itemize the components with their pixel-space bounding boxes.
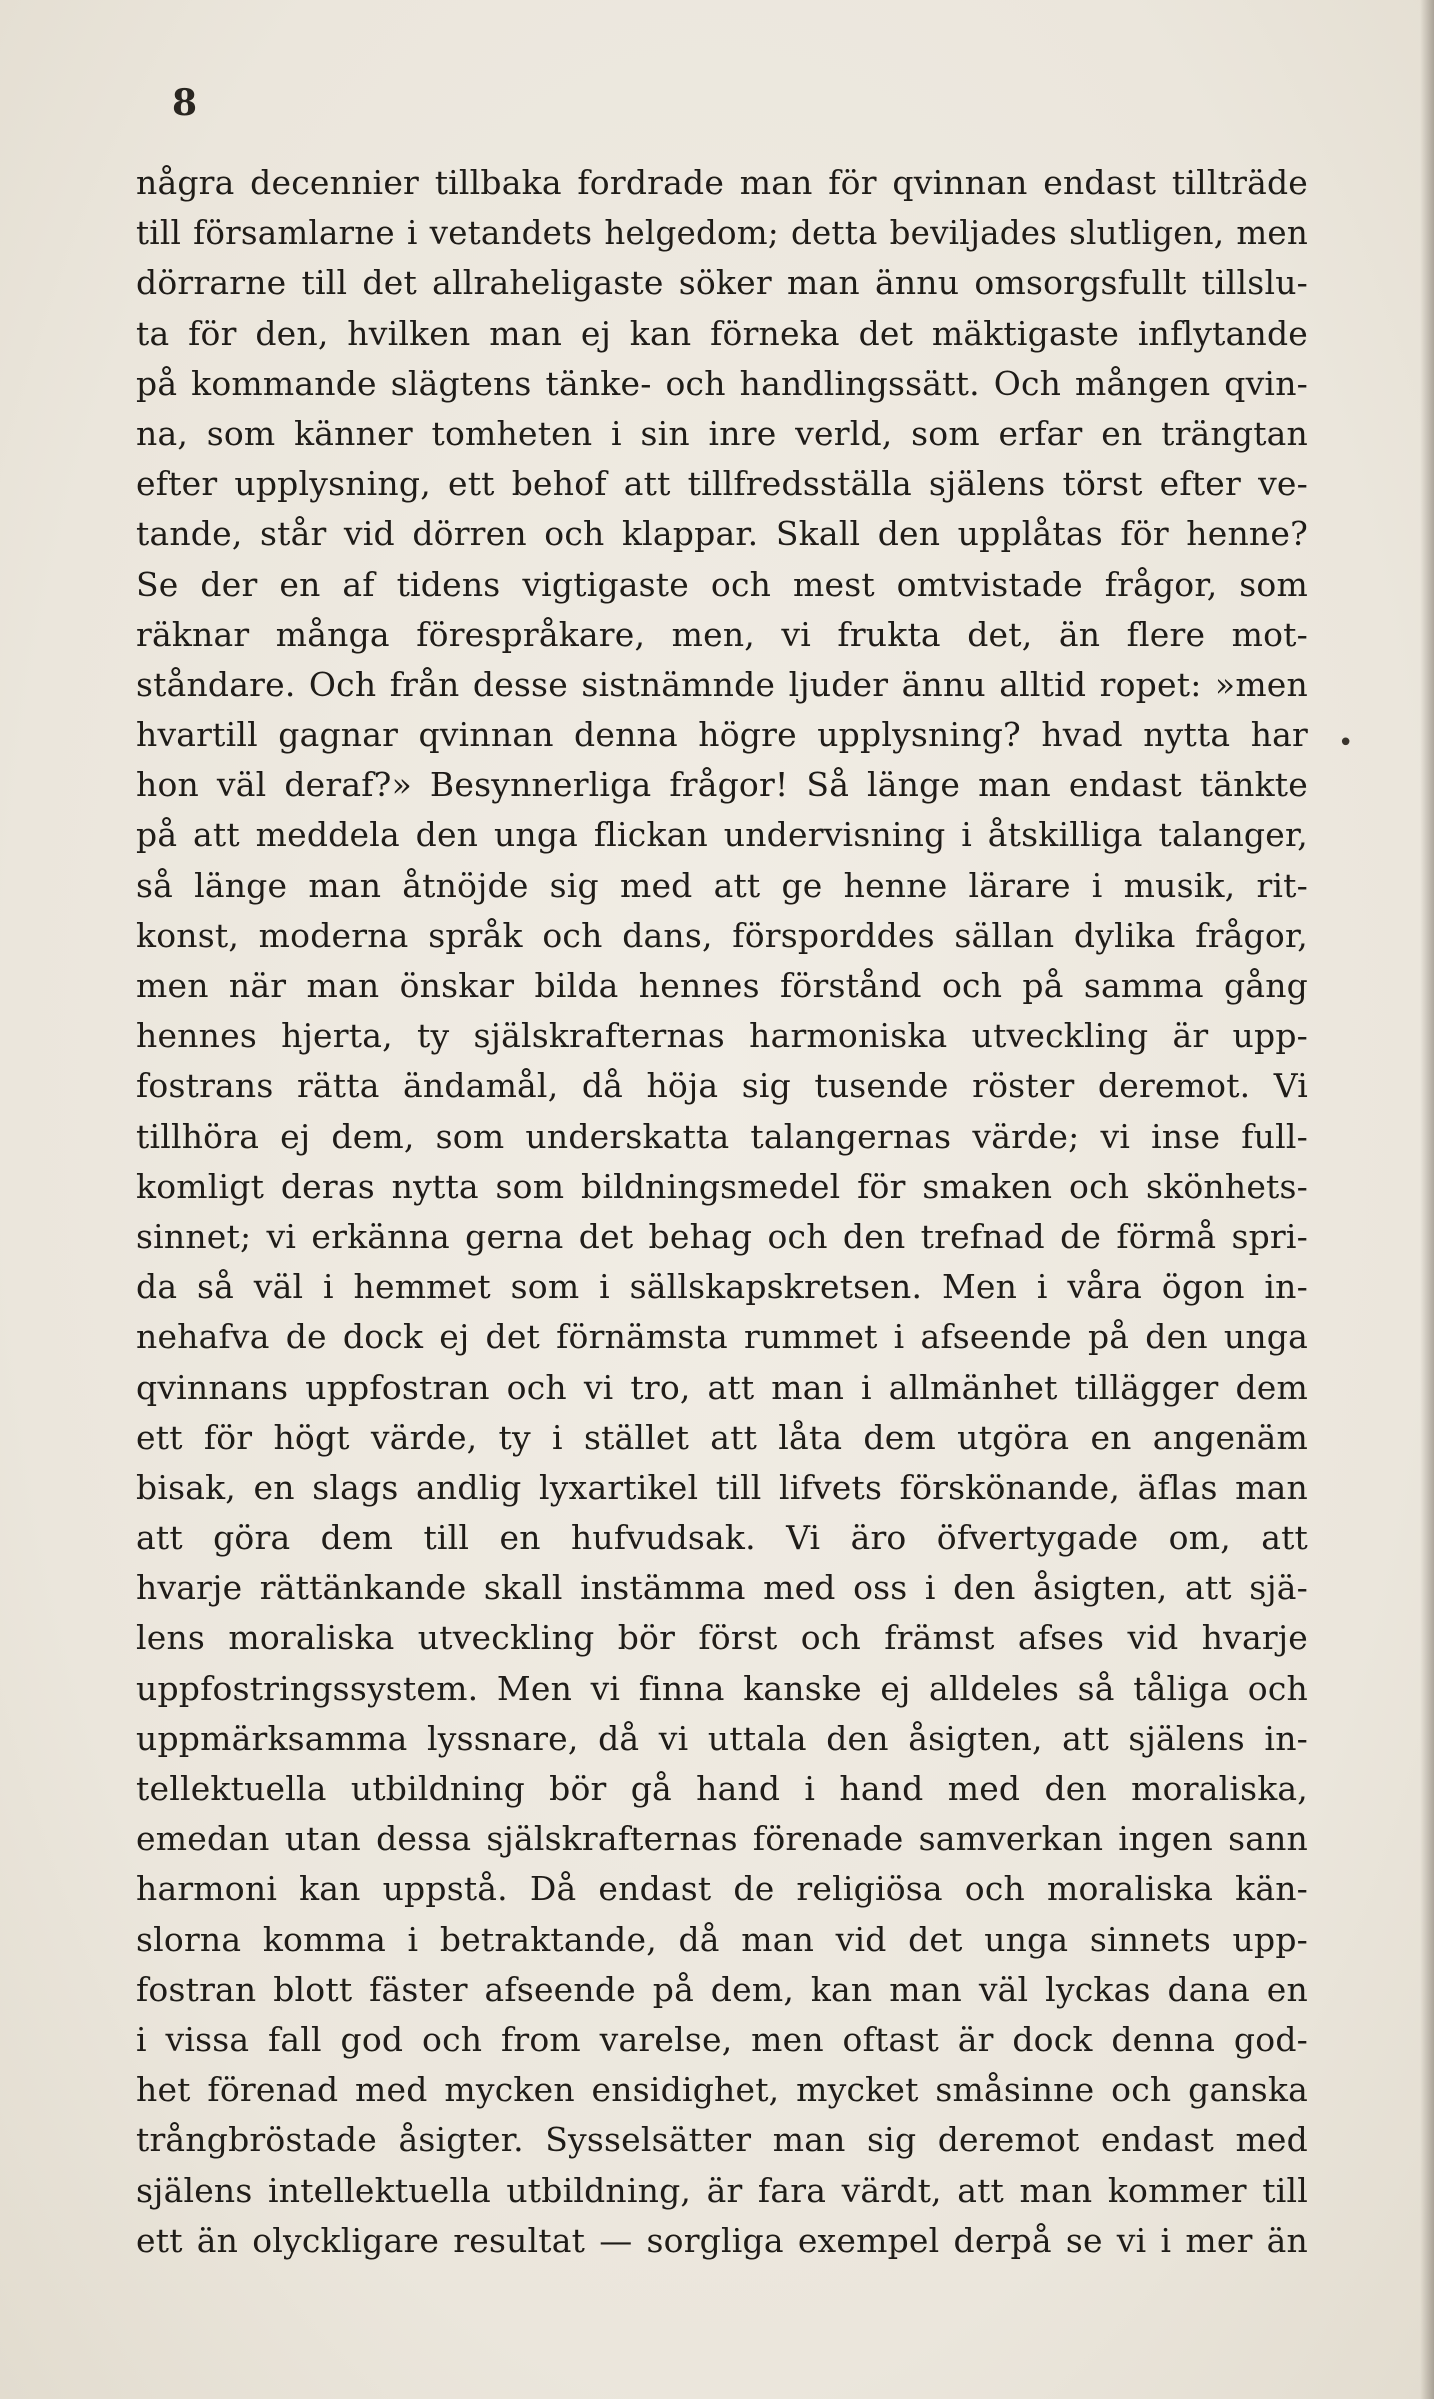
margin-mark: • — [1338, 728, 1354, 758]
text-line: hon väl deraf?» Besynnerliga frågor! Så länge man endast tänkte — [136, 765, 1308, 805]
text-line: men när man önskar bilda hennes förstånd och på samma gång — [136, 966, 1308, 1005]
text-line: emedan utan dessa själskrafternas förenade samverkan ingen sann — [136, 1819, 1308, 1859]
text-line: uppfostringssystem. Men vi finna kanske ej alldeles så tåliga och — [136, 1668, 1308, 1708]
text-line: själens intellektuella utbildning, är fara värdt, att man kommer till — [136, 2170, 1308, 2210]
text-line: bisak, en slags andlig lyxartikel till lifvets förskönande, äflas man — [136, 1467, 1308, 1507]
text-line: efter upplysning, ett behof att tillfredsställa själens törst efter ve- — [136, 464, 1308, 504]
text-line: ett än olyckligare resultat — sorgliga exempel derpå se vi i mer än — [136, 2220, 1308, 2260]
text-line: hvarje rättänkande skall instämma med oss i den åsigten, att sjä- — [136, 1568, 1308, 1608]
text-line: da så väl i hemmet som i sällskapskretsen. Men i våra ögon in- — [136, 1267, 1308, 1307]
text-line: uppmärksamma lyssnare, då vi uttala den åsigten, att själens in- — [136, 1718, 1308, 1758]
text-line: sinnet; vi erkänna gerna det behag och den trefnad de förmå spri- — [136, 1216, 1308, 1256]
text-line: lens moraliska utveckling bör först och främst afses vid hvarje — [136, 1618, 1308, 1658]
text-line: qvinnans uppfostran och vi tro, att man i allmänhet tillägger dem — [136, 1367, 1308, 1407]
page-number: 8 — [172, 82, 199, 124]
text-line: hvartill gagnar qvinnan denna högre upplysning? hvad nytta har — [136, 715, 1308, 755]
page-edge-shadow — [1420, 0, 1434, 2399]
text-line: tillhöra ej dem, som underskatta talangernas värde; vi inse full- — [136, 1116, 1308, 1156]
text-line: i vissa fall god och from varelse, men oftast är dock denna god- — [136, 2019, 1308, 2059]
text-line: tande, står vid dörren och klappar. Skall den upplåtas för henne? — [136, 514, 1308, 554]
text-line: räknar många förespråkare, men, vi frukta det, än flere mot- — [136, 614, 1308, 654]
text-line: ta för den, hvilken man ej kan förneka det mäktigaste inflytande — [136, 313, 1308, 353]
text-line: komligt deras nytta som bildningsmedel för smaken och skönhets- — [136, 1166, 1308, 1206]
text-line: fostran blott fäster afseende på dem, kan man väl lyckas dana en — [136, 1969, 1308, 2009]
text-line: ett för högt värde, ty i stället att låta dem utgöra en angenäm — [136, 1417, 1308, 1457]
text-line: het förenad med mycken ensidighet, mycket småsinne och ganska — [136, 2070, 1308, 2110]
text-line: Se der en af tidens vigtigaste och mest omtvistade frågor, som — [136, 564, 1308, 604]
text-line: ståndare. Och från desse sistnämnde ljuder ännu alltid ropet: »men — [136, 664, 1308, 704]
text-line: hennes hjerta, ty själskrafternas harmoniska utveckling är upp- — [136, 1016, 1308, 1056]
text-line: konst, moderna språk och dans, försporddes sällan dylika frågor, — [136, 915, 1308, 955]
text-line: på kommande slägtens tänke- och handlingssätt. Och mången qvin- — [136, 363, 1308, 403]
text-line: till församlarne i vetandets helgedom; detta beviljades slutligen, men — [136, 214, 1308, 253]
text-line: tellektuella utbildning bör gå hand i hand med den moraliska, — [136, 1769, 1308, 1808]
text-line: att göra dem till en hufvudsak. Vi äro öfvertygade om, att — [136, 1518, 1308, 1558]
text-line: fostrans rätta ändamål, då höja sig tusende röster deremot. Vi — [136, 1066, 1308, 1106]
text-line: trångbröstade åsigter. Sysselsätter man sig deremot endast med — [136, 2120, 1308, 2160]
text-line: på att meddela den unga flickan undervisning i åtskilliga talanger, — [136, 815, 1308, 855]
text-line: dörrarne till det allraheligaste söker man ännu omsorgsfullt tillslu- — [136, 263, 1308, 303]
text-line: nehafva de dock ej det förnämsta rummet i afseende på den unga — [136, 1317, 1308, 1357]
text-line: slorna komma i betraktande, då man vid det unga sinnets upp- — [136, 1919, 1308, 1959]
text-line: så länge man åtnöjde sig med att ge henne lärare i musik, rit- — [136, 865, 1308, 905]
text-line: na, som känner tomheten i sin inre verld, som erfar en trängtan — [136, 413, 1308, 453]
text-line: några decennier tillbaka fordrade man för qvinnan endast tillträde — [136, 163, 1308, 202]
body-text — [136, 158, 1308, 2266]
text-line: harmoni kan uppstå. Då endast de religiösa och moraliska kän- — [136, 1869, 1308, 1909]
